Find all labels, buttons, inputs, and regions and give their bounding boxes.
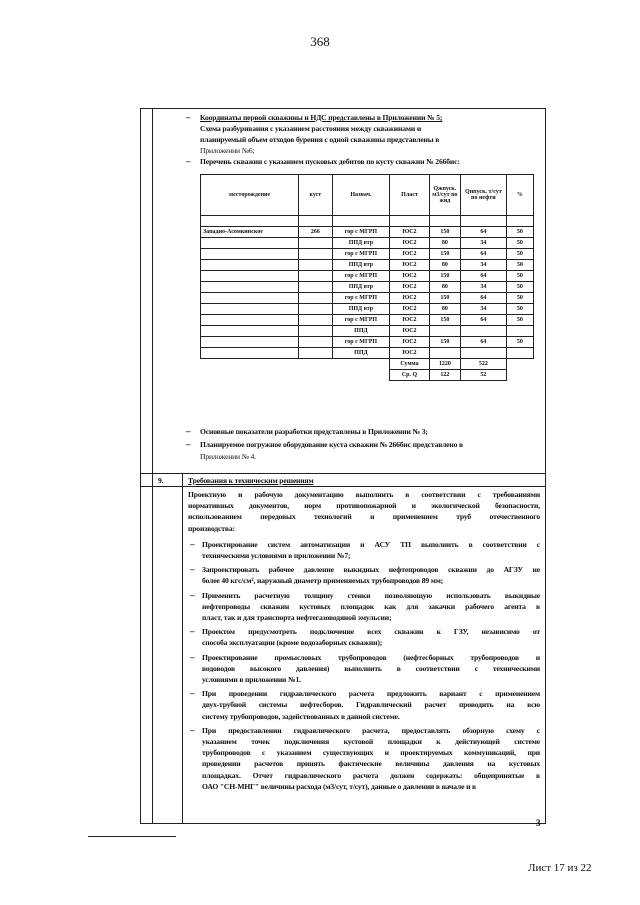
cell-field bbox=[201, 337, 299, 348]
section-title-separator bbox=[140, 486, 546, 487]
requirement-line: Применить расчетную толщину стенки позволяющую использовать выкидные bbox=[202, 590, 540, 600]
cell-purpose: гор с МГРП bbox=[332, 293, 390, 304]
cell-qoil: 64 bbox=[461, 227, 507, 238]
requirement-line: Запроектировать рабочее давление выкидных нефтепроводов скважин до АГЗУ не bbox=[202, 565, 540, 575]
cell-pct: 50 bbox=[506, 293, 533, 304]
cell-layer: ЮС2 bbox=[390, 227, 429, 238]
avg-label: Ср. Q bbox=[390, 370, 429, 381]
table-row bbox=[201, 238, 534, 249]
cell-layer: ЮС2 bbox=[390, 293, 429, 304]
cell-layer: ЮС2 bbox=[390, 326, 429, 337]
header-layer: Пласт bbox=[390, 175, 429, 216]
cell-qliq: 150 bbox=[429, 315, 460, 326]
bullet-well-list: Перечень скважин с указанием пусковых дебитов по кусту скважин № 266бис: bbox=[200, 157, 460, 166]
table-row bbox=[201, 227, 534, 238]
cell-field bbox=[201, 293, 299, 304]
bullet-dash: – bbox=[186, 112, 191, 122]
cell-layer: ЮС2 bbox=[390, 315, 429, 326]
cell-qliq: 150 bbox=[429, 227, 460, 238]
cell-cluster bbox=[299, 348, 332, 359]
cell-layer: ЮС2 bbox=[390, 260, 429, 271]
bullet-dash: – bbox=[190, 651, 195, 662]
cell-qoil bbox=[461, 348, 507, 359]
intro-line: нормативных документов, норм противопожарной и экологической безопасности, bbox=[188, 501, 540, 511]
header-purpose: Назнач. bbox=[332, 175, 390, 216]
column-divider-left bbox=[152, 108, 153, 824]
bullet-equipment: Планируемое погружное оборудование куста скважин № 266бис представлено в bbox=[200, 440, 463, 449]
cell-pct bbox=[506, 326, 533, 337]
requirement-line: двух-трубной системы нефтесборов. Гидравлический расчет проводить на всю bbox=[202, 700, 540, 710]
cell-layer: ЮС2 bbox=[390, 304, 429, 315]
intro-line: Проектную и рабочую документацию выполнить в соответствии с требованиями bbox=[188, 490, 540, 499]
table-row bbox=[201, 315, 534, 326]
requirement-line: проведении расчетов принять фактические величины давления на кустовых bbox=[202, 759, 540, 769]
cell-layer: ЮС2 bbox=[390, 282, 429, 293]
cell-purpose: ППД втр bbox=[332, 238, 390, 249]
requirement-line: указанием точек подключения кустовой площадки к действующей системе bbox=[202, 737, 540, 746]
cell-cluster bbox=[299, 337, 332, 348]
folio-number: 3 bbox=[536, 818, 541, 828]
cell-field bbox=[201, 238, 299, 249]
cell-qoil: 64 bbox=[461, 315, 507, 326]
cell-field bbox=[201, 315, 299, 326]
cell-pct: 50 bbox=[506, 304, 533, 315]
cell-cluster bbox=[299, 271, 332, 282]
cell-layer: ЮС2 bbox=[390, 348, 429, 359]
bullet-dash: – bbox=[186, 439, 191, 449]
bullet-dash: – bbox=[186, 426, 191, 436]
table-header-row bbox=[201, 175, 534, 216]
bullet-dash: – bbox=[190, 688, 195, 699]
table-row bbox=[201, 282, 534, 293]
requirement-line: способа эксплуатации (кроме водозаборных скважин); bbox=[202, 638, 383, 648]
wells-table bbox=[200, 174, 534, 381]
cell-layer: ЮС2 bbox=[390, 249, 429, 260]
cell-qoil: 64 bbox=[461, 249, 507, 260]
cell-qliq: 150 bbox=[429, 271, 460, 282]
cell-qoil: 34 bbox=[461, 238, 507, 249]
table-row bbox=[201, 260, 534, 271]
cell-qliq: 80 bbox=[429, 260, 460, 271]
cell-cluster bbox=[299, 293, 332, 304]
requirement-line: трубопроводов с указанием существующих и проектируемых коммуникаций, при bbox=[202, 748, 540, 758]
cell-cluster bbox=[299, 249, 332, 260]
cell-field bbox=[201, 282, 299, 293]
cell-purpose: ППД bbox=[332, 348, 390, 359]
cell-cluster bbox=[299, 260, 332, 271]
cell-purpose: ППД втр bbox=[332, 260, 390, 271]
bullet-dash: – bbox=[190, 724, 195, 735]
cell-pct: 50 bbox=[506, 282, 533, 293]
requirement-line: площадках. Отчет гидравлического расчета должен содержать: общепринятые в bbox=[202, 770, 540, 780]
cell-pct: 50 bbox=[506, 315, 533, 326]
table-row bbox=[201, 348, 534, 359]
bullet-coordinates-line2: Схема разбуривания с указанием расстояния между скважинами и bbox=[200, 124, 422, 133]
cell-layer: ЮС2 bbox=[390, 238, 429, 249]
sum-qliq: 1220 bbox=[429, 359, 460, 370]
sum-qoil: 522 bbox=[461, 359, 507, 370]
bullet-coordinates-line3: планируемый объем отходов бурения с одной скважины представлены в bbox=[200, 135, 440, 144]
requirement-line: техническими условиями в приложении №7; bbox=[202, 551, 351, 560]
bullet-coordinates-line4: Приложении №6; bbox=[200, 146, 255, 155]
cell-qoil: 34 bbox=[461, 282, 507, 293]
cell-pct: 50 bbox=[506, 227, 533, 238]
cell-purpose: гор с МГРП bbox=[332, 227, 390, 238]
cell-pct: 50 bbox=[506, 238, 533, 249]
requirement-line: При проведении гидравлического расчета предложить вариант с применением bbox=[202, 689, 540, 699]
bullet-dash: – bbox=[190, 589, 195, 600]
cell-purpose: ППД втр bbox=[332, 304, 390, 315]
cell-purpose: гор с МГРП bbox=[332, 337, 390, 348]
header-pct: % bbox=[506, 175, 533, 216]
cell-cluster bbox=[299, 326, 332, 337]
cell-qliq: 150 bbox=[429, 337, 460, 348]
requirement-line: условиями в приложении №1. bbox=[202, 675, 301, 684]
cell-pct: 50 bbox=[506, 337, 533, 348]
table-sum-row bbox=[201, 359, 534, 370]
cell-cluster: 266 bbox=[299, 227, 332, 238]
bullet-dash: – bbox=[190, 626, 195, 637]
table-row bbox=[201, 293, 534, 304]
table-row bbox=[201, 249, 534, 260]
cell-purpose: гор с МГРП bbox=[332, 271, 390, 282]
cell-qliq: 80 bbox=[429, 238, 460, 249]
cell-field bbox=[201, 326, 299, 337]
cell-field bbox=[201, 260, 299, 271]
bullet-equipment-line2: Приложении № 4. bbox=[200, 452, 256, 461]
section-separator bbox=[140, 473, 546, 474]
avg-qoil: 52 bbox=[461, 370, 507, 381]
table-row bbox=[201, 326, 534, 337]
table-row bbox=[201, 304, 534, 315]
cell-purpose: гор с МГРП bbox=[332, 315, 390, 326]
section-number: 9. bbox=[158, 476, 164, 485]
requirement-line: Проектирование систем автоматизации и АСУ ТП выполнить в соответствии с bbox=[202, 539, 540, 549]
requirement-line: водоводов высокого давления) выполнить в соответствии с техническими bbox=[202, 663, 540, 673]
cell-qoil: 64 bbox=[461, 337, 507, 348]
table-row bbox=[201, 337, 534, 348]
table-row bbox=[201, 271, 534, 282]
cell-pct: 50 bbox=[506, 271, 533, 282]
cell-qoil bbox=[461, 326, 507, 337]
cell-field bbox=[201, 271, 299, 282]
header-cluster: куст bbox=[299, 175, 332, 216]
bullet-dash: – bbox=[190, 564, 195, 575]
footer-rule bbox=[88, 836, 176, 837]
cell-field bbox=[201, 249, 299, 260]
sum-label: Сумма bbox=[390, 359, 429, 370]
cell-field bbox=[201, 348, 299, 359]
cell-cluster bbox=[299, 238, 332, 249]
requirement-line: При предоставлении гидравлического расчета, предоставлять обзорную схему с bbox=[202, 725, 540, 735]
requirement-line: систему трубопроводов, задействованных в данной системе. bbox=[202, 711, 400, 721]
page-number: 368 bbox=[310, 34, 330, 49]
cell-field: Западно-Асомкинское bbox=[201, 227, 299, 238]
cell-qliq: 80 bbox=[429, 304, 460, 315]
table-avg-row bbox=[201, 370, 534, 381]
cell-qliq bbox=[429, 348, 460, 359]
requirement-line: Проектом предусмотреть подключение всех скважин к ГЗУ, независимо от bbox=[202, 627, 540, 637]
cell-qoil: 64 bbox=[461, 293, 507, 304]
requirement-line: нефтепроводы скважин кустовых площадок как для закачки рабочего агента в bbox=[202, 601, 540, 611]
table-spacer-row bbox=[201, 216, 534, 227]
intro-line: использованием передовых технологий и применением труб отечественного bbox=[188, 512, 540, 522]
cell-layer: ЮС2 bbox=[390, 337, 429, 348]
bullet-coordinates: Координаты первой скважины и НДС представлены в Приложении № 5; bbox=[200, 113, 443, 122]
cell-pct: 50 bbox=[506, 249, 533, 260]
avg-qliq: 122 bbox=[429, 370, 460, 381]
cell-qliq: 150 bbox=[429, 249, 460, 260]
header-qoil: Qнпуск. т/сут по нефти bbox=[461, 175, 507, 216]
cell-pct bbox=[506, 348, 533, 359]
cell-cluster bbox=[299, 304, 332, 315]
requirement-line: ОАО "СН-МНГ" величины расхода (м3/сут, т/сут), данные о давлении в начале и в bbox=[202, 781, 477, 791]
sheet-counter: Лист 17 из 22 bbox=[528, 862, 592, 874]
column-divider-number bbox=[182, 473, 183, 824]
cell-qliq: 80 bbox=[429, 282, 460, 293]
cell-qoil: 34 bbox=[461, 304, 507, 315]
cell-qoil: 34 bbox=[461, 260, 507, 271]
cell-cluster bbox=[299, 315, 332, 326]
cell-qliq: 150 bbox=[429, 293, 460, 304]
bullet-dash: – bbox=[186, 156, 191, 166]
requirement-line: Проектирование промысловых трубопроводов (нефтесборных трубопроводов и bbox=[202, 652, 540, 662]
requirement-line: пласт, так и для транспорта нефтегазоводяной эмульсии; bbox=[202, 613, 392, 622]
bullet-dash: – bbox=[190, 538, 195, 549]
bullet-dev-indicators: Основные показатели разработки представлены в Приложении № 3; bbox=[200, 427, 428, 436]
section-title: Требования к техническим решениям bbox=[188, 476, 314, 485]
intro-line: производства: bbox=[188, 523, 235, 533]
header-field: месторождение bbox=[201, 175, 299, 216]
cell-qliq bbox=[429, 326, 460, 337]
cell-pct: 50 bbox=[506, 260, 533, 271]
cell-purpose: ППД втр bbox=[332, 282, 390, 293]
cell-purpose: ППД bbox=[332, 326, 390, 337]
requirement-line: более 40 кгс/см², наружный диаметр применяемых трубопроводов 89 мм; bbox=[202, 576, 444, 586]
cell-layer: ЮС2 bbox=[390, 271, 429, 282]
header-qliq: Qжпуск. м3/сут по жид bbox=[429, 175, 460, 216]
cell-qoil: 64 bbox=[461, 271, 507, 282]
cell-purpose: гор с МГРП bbox=[332, 249, 390, 260]
cell-field bbox=[201, 304, 299, 315]
cell-cluster bbox=[299, 282, 332, 293]
